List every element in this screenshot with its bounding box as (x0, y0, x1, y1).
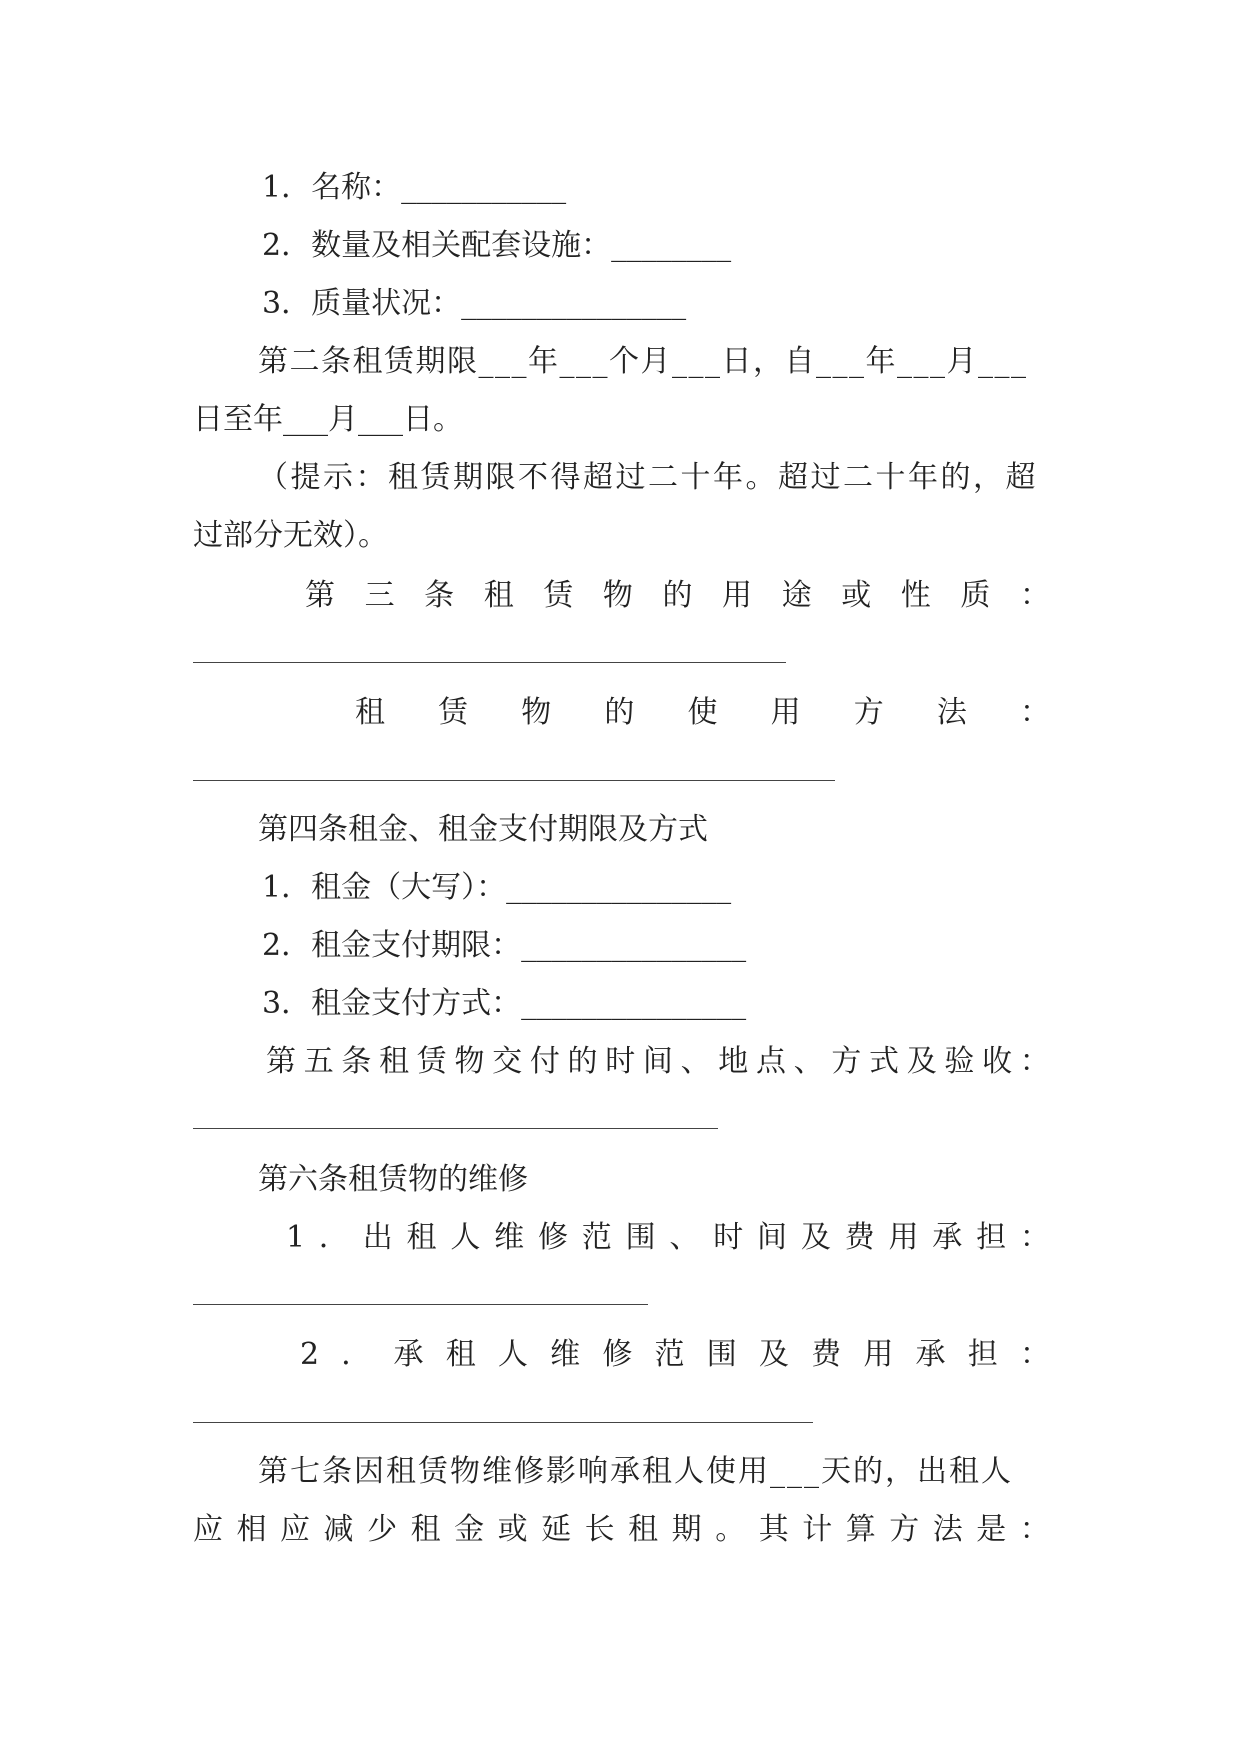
rent-payment-period: 2．租金支付期限：_______________ (262, 928, 747, 963)
blank-line-usage (193, 780, 835, 781)
usage-method-heading: 租 赁 物 的 使 用 方 法 ： (355, 695, 1050, 730)
blank-line-article-6-1 (193, 1304, 648, 1305)
article-6-item-1: 1 ． 出 租 人 维 修 范 围 、 时 间 及 费 用 承 担 ： (286, 1220, 1050, 1255)
rent-amount: 1．租金（大写）：_______________ (262, 870, 732, 905)
item-quality: 3．质量状况：_______________ (262, 286, 687, 321)
note-line-2: 过部分无效）。 (193, 518, 388, 553)
article-2-line-1: 第二条租赁期限___年___个月___日，自___年___月___ (258, 344, 1028, 379)
article-7-line-1: 第七条因租赁物维修影响承租人使用___天的，出租人 (258, 1454, 1013, 1489)
article-2-line-2: 日至年___月___日。 (193, 402, 463, 437)
item-quantity: 2．数量及相关配套设施：________ (262, 228, 732, 263)
article-4-heading: 第四条租金、租金支付期限及方式 (258, 812, 708, 847)
article-5-heading: 第 五 条 租 赁 物 交 付 的 时 间 、 地 点 、 方 式 及 验 收 ： (266, 1044, 1050, 1079)
article-3-heading: 第 三 条 租 赁 物 的 用 途 或 性 质 ： (305, 578, 1050, 613)
article-7-line-2: 应 相 应 减 少 租 金 或 延 长 租 期 。 其 计 算 方 法 是 ： (193, 1512, 1050, 1547)
article-6-heading: 第六条租赁物的维修 (258, 1162, 528, 1197)
item-name: 1．名称：___________ (262, 170, 567, 205)
rent-payment-method: 3．租金支付方式：_______________ (262, 986, 747, 1021)
blank-line-article-5 (193, 1128, 718, 1129)
blank-line-article-3 (193, 662, 786, 663)
note-line-1: （提示：租赁期限不得超过二十年。超过二十年的，超 (258, 460, 1038, 495)
article-6-item-2: 2 ． 承 租 人 维 修 范 围 及 费 用 承 担 ： (300, 1337, 1050, 1372)
blank-line-article-6-2 (193, 1422, 813, 1423)
